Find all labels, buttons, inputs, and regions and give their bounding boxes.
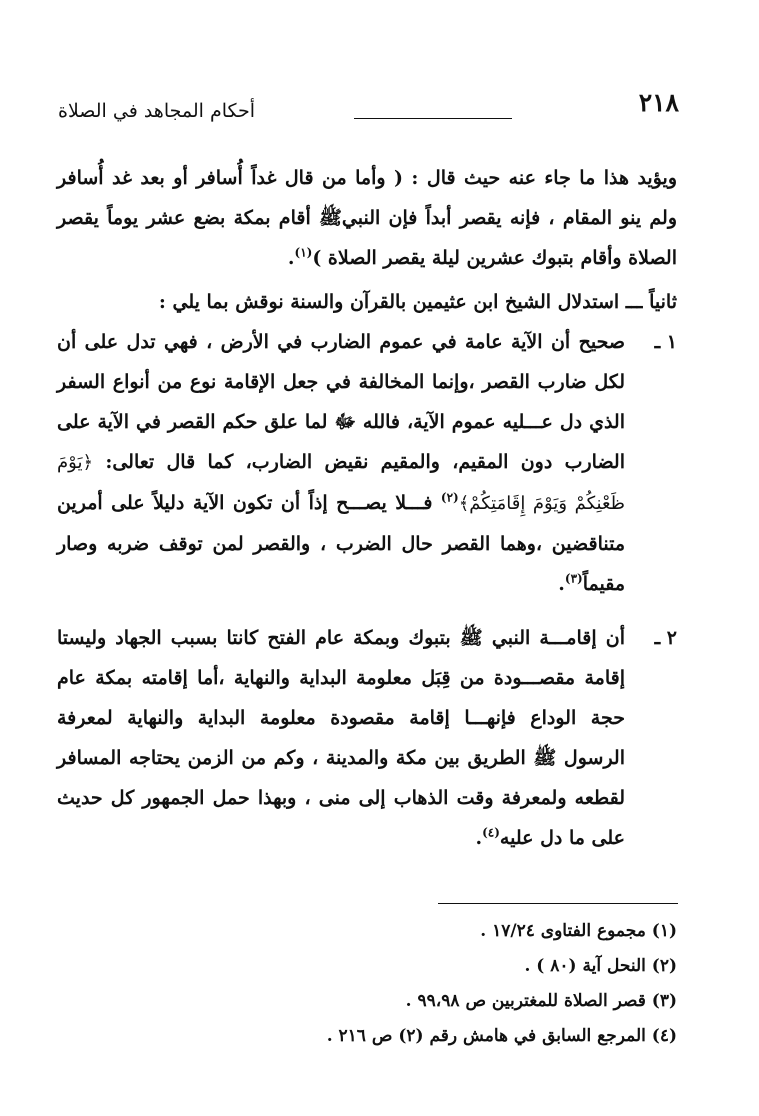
point-1-text — [57, 322, 625, 604]
body-text — [57, 158, 677, 858]
second-heading: ثانياً ـــ استدلال الشيخ ابن عثيمين بالقرآن والسنة نوقش بما يلي : — [158, 291, 677, 313]
point-2-end: . — [475, 827, 483, 849]
footnotes — [117, 914, 677, 1054]
header-rule — [354, 118, 512, 119]
intro-paragraph — [57, 158, 677, 278]
footnote-1: (١) مجموع الفتاوى ١٧/٢٤ . — [480, 921, 677, 941]
point-1-end: . — [558, 573, 565, 595]
intro-text: ويؤيد هذا ما جاء عنه حيث قال : ( وأما من قال غداً أُسافر أو بعد غد أُسافر ولم ينو المقام ، فإنه يقصر أبداً فإن النبيﷺ أقام بمكة بضع عشر يوماً يقصر الصلاة وأقام بتبوك عشرين ليلة يقصر الصلاة ) — [57, 167, 677, 269]
book-title: أحكام المجاهد في الصلاة — [58, 100, 256, 122]
point-1-number: ١ ـ — [654, 331, 677, 353]
footnote-ref-2: (٢) — [440, 490, 459, 505]
point-2-number: ٢ ـ — [654, 627, 677, 649]
quran-verse: ﴿يَوْمَ ظَعْنِكُمْ وَيَوْمَ إِقَامَتِكُمْ﴾ — [57, 452, 625, 514]
point-2 — [57, 618, 677, 858]
footnote-ref-4: (٤) — [482, 825, 500, 840]
footnote-3: (٣) قصر الصلاة للمغتربين ص ٩٩،٩٨ . — [405, 991, 677, 1011]
point-2-body: أن إقامـــة النبي ﷺ بتبوك وبمكة عام الفتح كانتا بسبب الجهاد وليستا إقامة مقصـــودة من قِبَل معلومة البداية والنهاية ،أما إقامته بمكة عام حجة الوداع فإنهـــا إقامة مقصودة معلومة البداية والنهاية لمعرفة الرسول ﷺ الطريق بين مكة والمدينة ، وكم من الزمن يحتاجه المسافر لقطعه ولمعرفة وقت الذهاب إلى منى ، وبهذا حمل الجمهور كل حديث على ما دل عليه — [57, 627, 625, 849]
footnote-4: (٤) المرجع السابق في هامش رقم (٢) ص ٢١٦ . — [326, 1026, 677, 1046]
point-1-text-b: فـــلا يصـــح إذاً أن تكون الآية دليلاً على أمرين متناقضين ،وهما القصر حال الضرب ، والقصر لمن توقف ضربه وصار مقيماً — [57, 492, 625, 595]
intro-end: . — [287, 247, 295, 269]
footnote-rule — [438, 903, 678, 904]
footnote-ref-1: (١) — [294, 245, 313, 260]
running-header — [58, 88, 679, 124]
point-1-text-a: صحيح أن الآية عامة في عموم الضارب في الأرض ، فهي تدل على أن لكل ضارب القصر ،وإنما المخالفة في جعل الإقامة نوع من أنواع السفر الذي دل عـــليه عموم الآية، فالله ﷻ لما علق حكم القصر في الآية على الضارب دون المقيم، والمقيم نقيض الضارب، كما قال تعالى: — [57, 331, 625, 473]
footnote-ref-3: (٣) — [564, 571, 583, 586]
point-2-text — [57, 618, 625, 858]
page-number: ٢١٨ — [638, 88, 679, 117]
footnote-2: (٢) النحل آية (٨٠ ) . — [524, 956, 677, 976]
point-1 — [57, 322, 677, 604]
